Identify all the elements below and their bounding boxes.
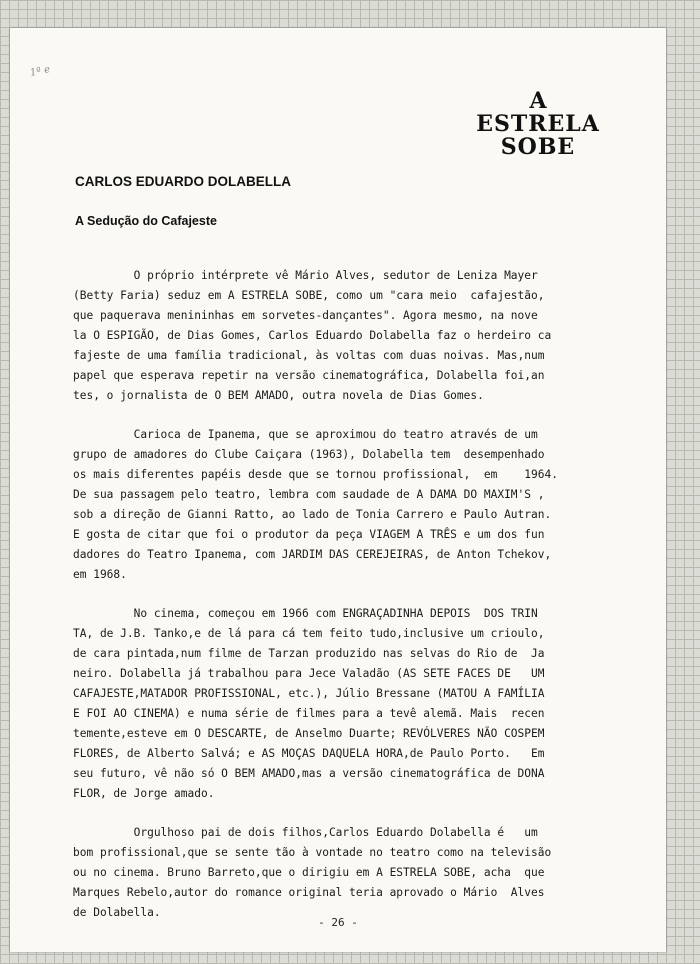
text-line: tes, o jornalista de O BEM AMADO, outra novela de Dias Gomes. [73, 389, 484, 402]
article-subtitle: A Sedução do Cafajeste [75, 214, 217, 228]
text-line: bom profissional,que se sente tão à vontade no teatro como na televisão [73, 846, 552, 859]
text-line: No cinema, começou em 1966 com ENGRAÇADINHA DEPOIS DOS TRIN [73, 607, 538, 620]
text-line: seu futuro, vê não só O BEM AMADO,mas a versão cinematográfica de DONA [73, 767, 545, 780]
text-line: papel que esperava repetir na versão cinematográfica, Dolabella foi,an [73, 369, 545, 382]
text-line: em 1968. [73, 568, 127, 581]
pencil-annotation: 1ª e [29, 64, 52, 79]
logo-line-3: SOBE [500, 134, 576, 160]
text-line: la O ESPIGÃO, de Dias Gomes, Carlos Eduardo Dolabella faz o herdeiro ca [73, 329, 552, 342]
paragraph-4 [73, 823, 633, 923]
text-line: fajeste de uma família tradicional, às voltas com duas noivas. Mas,num [73, 349, 545, 362]
text-line: grupo de amadores do Clube Caiçara (1963), Dolabella tem desempenhado [73, 448, 545, 461]
text-line: ou no cinema. Bruno Barreto,que o dirigiu em A ESTRELA SOBE, acha que [73, 866, 545, 879]
text-line: neiro. Dolabella já trabalhou para Jece Valadão (AS SETE FACES DE UM [73, 667, 545, 680]
page-number: - 26 - [318, 916, 358, 929]
text-line: de cara pintada,num filme de Tarzan produzido nas selvas do Rio de Ja [73, 647, 545, 660]
text-line: os mais diferentes papéis desde que se tornou profissional, em 1964. [73, 468, 558, 481]
document-page [10, 28, 666, 952]
text-line: TA, de J.B. Tanko,e de lá para cá tem feito tudo,inclusive um crioulo, [73, 627, 545, 640]
text-line: temente,esteve em O DESCARTE, de Anselmo Duarte; REVÓLVERES NÃO COSPEM [73, 727, 545, 740]
logo-line-1: A [529, 88, 547, 114]
logo-a-estrela-sobe [468, 90, 608, 159]
text-line: sob a direção de Gianni Ratto, ao lado de Tonia Carrero e Paulo Autran. [73, 508, 552, 521]
text-line: O próprio intérprete vê Mário Alves, sedutor de Leniza Mayer [73, 269, 538, 282]
logo-line-2: ESTRELA [476, 111, 600, 137]
text-line: CAFAJESTE,MATADOR PROFISSIONAL, etc.), Júlio Bressane (MATOU A FAMÍLIA [73, 687, 545, 700]
text-line: De sua passagem pelo teatro, lembra com saudade de A DAMA DO MAXIM'S , [73, 488, 545, 501]
text-line-underlined: que paquerava menininhas em sorvetes-dançantes". Agora mesmo, na nove [73, 309, 538, 322]
text-line: E FOI AO CINEMA) e numa série de filmes para a tevê alemã. Mais recen [73, 707, 545, 720]
paragraph-1 [73, 266, 633, 406]
text-line: Marques Rebelo,autor do romance original teria aprovado o Mário Alves [73, 886, 545, 899]
text-line: FLORES, de Alberto Salvá; e AS MOÇAS DAQUELA HORA,de Paulo Porto. Em [73, 747, 545, 760]
text-line: Carioca de Ipanema, que se aproximou do teatro através de um [73, 428, 538, 441]
text-line: dadores do Teatro Ipanema, com JARDIM DAS CEREJEIRAS, de Anton Tchekov, [73, 548, 552, 561]
actor-name-heading: CARLOS EDUARDO DOLABELLA [75, 174, 291, 189]
text-line-underlined: (Betty Faria) seduz em A ESTRELA SOBE, como um "cara meio cafajestão, [73, 289, 545, 302]
text-line: E gosta de citar que foi o produtor da peça VIAGEM A TRÊS e um dos fun [73, 528, 545, 541]
text-line: Orgulhoso pai de dois filhos,Carlos Eduardo Dolabella é um [73, 826, 538, 839]
paragraph-3 [73, 604, 633, 804]
text-line: FLOR, de Jorge amado. [73, 787, 215, 800]
paragraph-2 [73, 425, 633, 585]
article-body [73, 266, 633, 942]
text-line: de Dolabella. [73, 906, 161, 919]
